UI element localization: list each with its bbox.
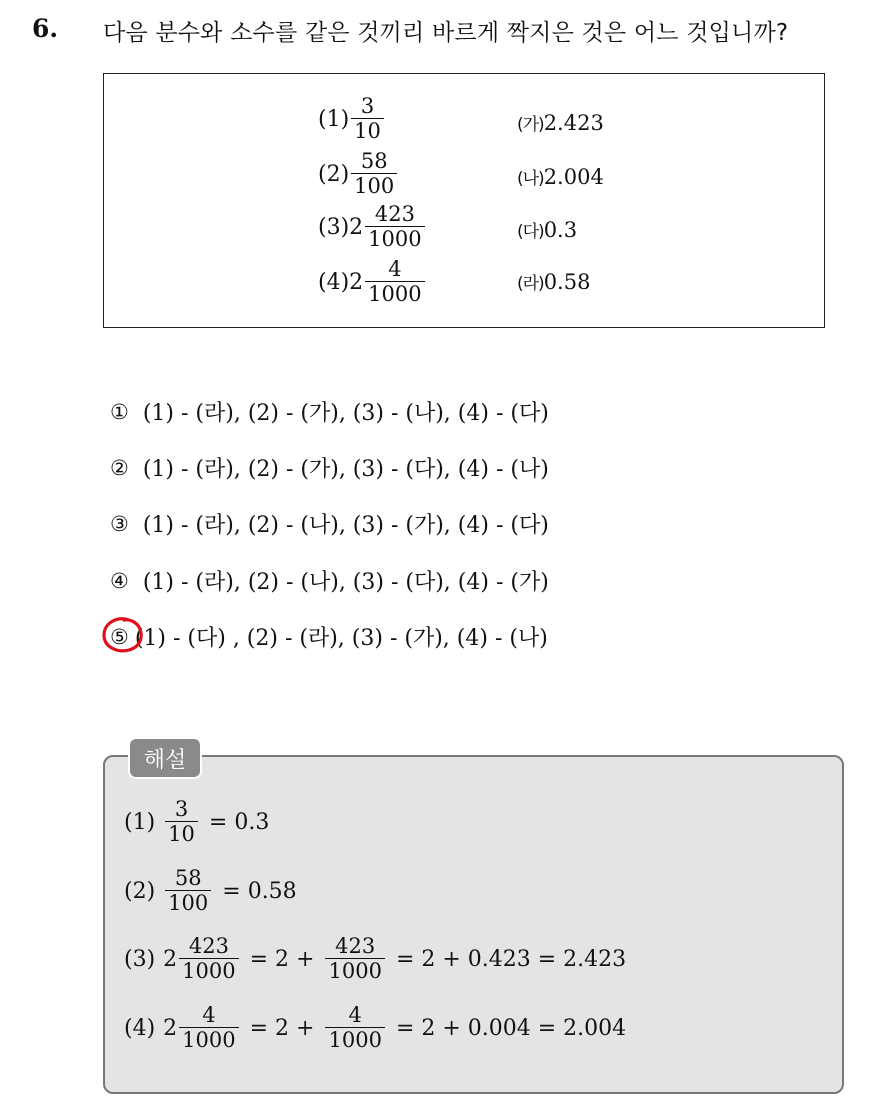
numerator: 4	[202, 1003, 216, 1027]
fraction	[365, 259, 424, 305]
choice-number: ③	[110, 511, 129, 536]
decimal-item-1	[517, 110, 604, 135]
numerator: 4	[348, 1003, 362, 1027]
fraction	[165, 799, 198, 845]
choice-text: (1) - (라), (2) - (가), (3) - (다), (4) - (나)	[142, 457, 549, 482]
solution-line-2	[124, 861, 306, 921]
choice-text: (1) - (다) , (2) - (라), (3) - (가), (4) - (나)	[134, 626, 548, 651]
choice-text: (1) - (라), (2) - (가), (3) - (나), (4) - (다)	[142, 401, 549, 426]
denominator: 1000	[325, 1027, 384, 1051]
fraction-item-3	[318, 202, 427, 252]
solution-line-1	[124, 792, 278, 852]
denominator: 1000	[325, 958, 384, 982]
numerator: 58	[360, 149, 388, 173]
denominator: 10	[351, 118, 384, 142]
numerator: 423	[335, 934, 376, 958]
decimal-value: 0.3	[543, 217, 578, 242]
choice-number: ⑤	[110, 624, 129, 649]
numerator: 423	[188, 934, 229, 958]
decimal-item-3	[517, 217, 577, 242]
choice-number: ②	[110, 455, 129, 480]
denominator: 1000	[365, 281, 424, 305]
choice-number: ①	[110, 399, 129, 424]
decimal-label: (라)	[517, 274, 544, 294]
denominator: 100	[165, 890, 211, 914]
fraction-label: (2)	[318, 161, 350, 187]
solution-label: (4)	[124, 1015, 156, 1041]
decimal-value: 0.58	[543, 269, 591, 294]
solution-line-3	[124, 929, 635, 989]
decimal-label: (가)	[517, 115, 544, 135]
solution-step: = 2 +	[249, 1015, 315, 1041]
decimal-label: (다)	[517, 222, 544, 242]
numerator: 3	[174, 797, 189, 821]
solution-step: = 2 +	[249, 946, 315, 972]
fraction	[351, 151, 397, 197]
decimal-value: 2.004	[543, 164, 604, 189]
choice-1[interactable]	[110, 396, 549, 427]
numerator: 4	[388, 257, 402, 281]
solution-result: = 0.3	[208, 809, 270, 835]
solution-result: = 2 + 0.004 = 2.004	[395, 1015, 627, 1041]
solution-line-4	[124, 998, 635, 1058]
solution-result: = 0.58	[222, 878, 297, 904]
fraction	[165, 868, 211, 914]
denominator: 1000	[179, 958, 238, 982]
decimal-item-2	[517, 164, 604, 189]
numerator: 3	[360, 94, 375, 118]
question-number: 6.	[32, 14, 59, 43]
numerator: 423	[374, 202, 415, 226]
fraction-item-4	[318, 257, 427, 307]
solution-label: (3)	[124, 946, 156, 972]
denominator: 1000	[179, 1027, 238, 1051]
denominator: 10	[165, 821, 198, 845]
denominator: 1000	[365, 226, 424, 250]
numerator: 58	[174, 866, 202, 890]
choice-text: (1) - (라), (2) - (나), (3) - (다), (4) - (가)	[142, 570, 549, 595]
choice-number: ④	[110, 568, 129, 593]
fraction-label: (3)	[318, 214, 350, 240]
fraction-whole: 2	[163, 1015, 178, 1041]
fraction-whole: 2	[349, 214, 364, 240]
solution-result: = 2 + 0.423 = 2.423	[395, 946, 627, 972]
solution-label: (2)	[124, 878, 156, 904]
fraction	[351, 96, 384, 142]
fraction-whole: 2	[349, 269, 364, 295]
choice-5[interactable]	[110, 621, 548, 652]
solution-label: (1)	[124, 809, 156, 835]
fraction	[325, 936, 384, 982]
fraction-label: (1)	[318, 106, 350, 132]
fraction	[179, 1005, 238, 1051]
decimal-label: (나)	[517, 169, 544, 189]
answer-circle-mark	[99, 614, 147, 656]
decimal-item-4	[517, 269, 590, 294]
fraction-label: (4)	[318, 269, 350, 295]
question-text: 다음 분수와 소수를 같은 것끼리 바르게 짝지은 것은 어느 것입니까?	[103, 20, 789, 46]
choice-3[interactable]	[110, 508, 549, 539]
denominator: 100	[351, 173, 397, 197]
fraction-item-1	[318, 94, 386, 144]
choice-text: (1) - (라), (2) - (나), (3) - (가), (4) - (다)	[142, 513, 549, 538]
decimal-value: 2.423	[543, 110, 604, 135]
fraction-item-2	[318, 149, 399, 199]
fraction	[179, 936, 238, 982]
choice-4[interactable]	[110, 565, 549, 596]
solution-tag: 해설	[128, 737, 202, 779]
choice-2[interactable]	[110, 452, 549, 483]
fraction	[365, 204, 424, 250]
problem-box	[103, 73, 825, 328]
fraction-whole: 2	[163, 946, 178, 972]
fraction	[325, 1005, 384, 1051]
